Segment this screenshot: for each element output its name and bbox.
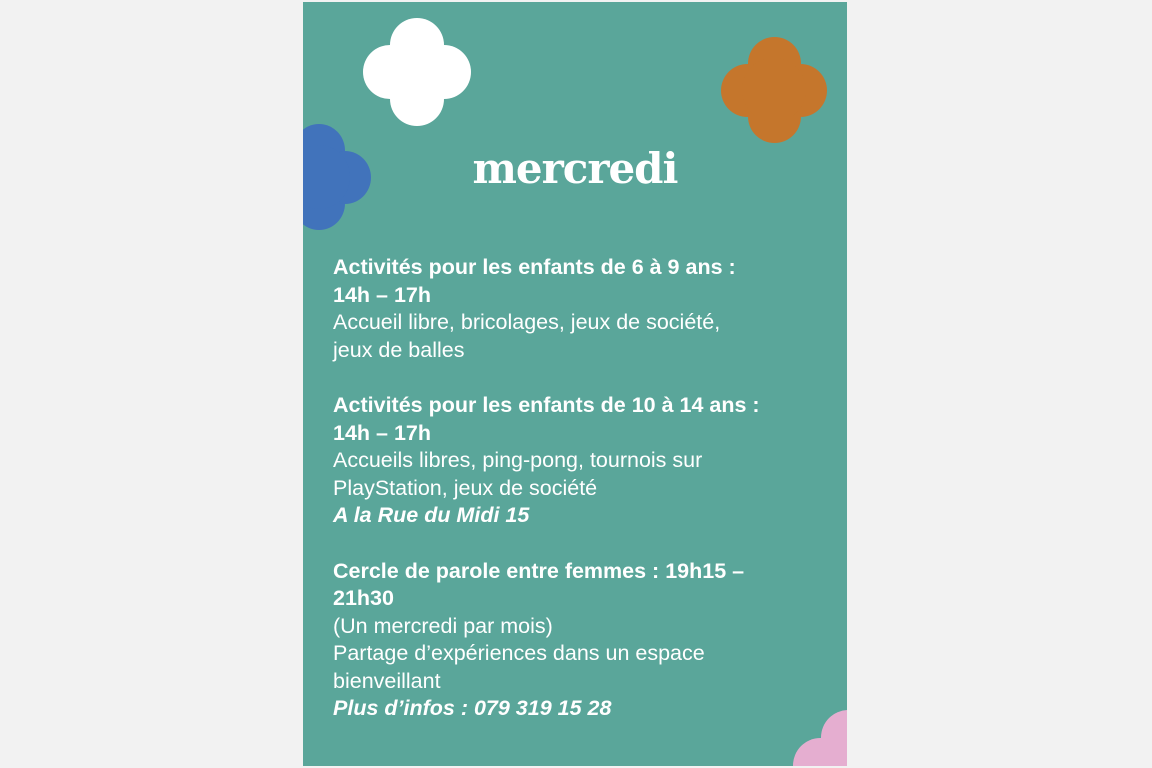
section-women-circle	[333, 558, 833, 723]
section-time: 14h – 17h	[333, 282, 431, 307]
section-kids-10-14	[333, 392, 833, 530]
section-description: bienveillant	[333, 668, 441, 693]
section-heading: Activités pour les enfants de 6 à 9 ans :	[333, 255, 736, 279]
section-description: Accueils libres, ping-pong, tournois sur	[333, 448, 703, 472]
flyer-card	[303, 2, 847, 766]
section-note: (Un mercredi par mois)	[333, 613, 553, 638]
section-description: jeux de balles	[333, 337, 465, 362]
section-time: 14h – 17h	[333, 420, 431, 445]
schedule-content	[333, 254, 833, 751]
section-description: PlayStation, jeux de société	[333, 475, 598, 500]
white-flower-decoration	[363, 18, 471, 126]
section-heading: Cercle de parole entre femmes : 19h15 –	[333, 558, 745, 583]
section-description: Accueil libre, bricolages, jeux de société,	[333, 310, 721, 334]
section-heading: Activités pour les enfants de 10 à 14 ans :	[333, 393, 760, 417]
page-title: mercredi	[472, 144, 678, 193]
section-location: A la Rue du Midi 15	[333, 503, 530, 527]
contact-info: Plus d’infos : 079 319 15 28	[333, 696, 612, 720]
section-kids-6-9	[333, 254, 833, 364]
section-time: 21h30	[333, 586, 394, 610]
section-description: Partage d’expériences dans un espace	[333, 641, 705, 665]
orange-flower-decoration	[721, 37, 827, 143]
